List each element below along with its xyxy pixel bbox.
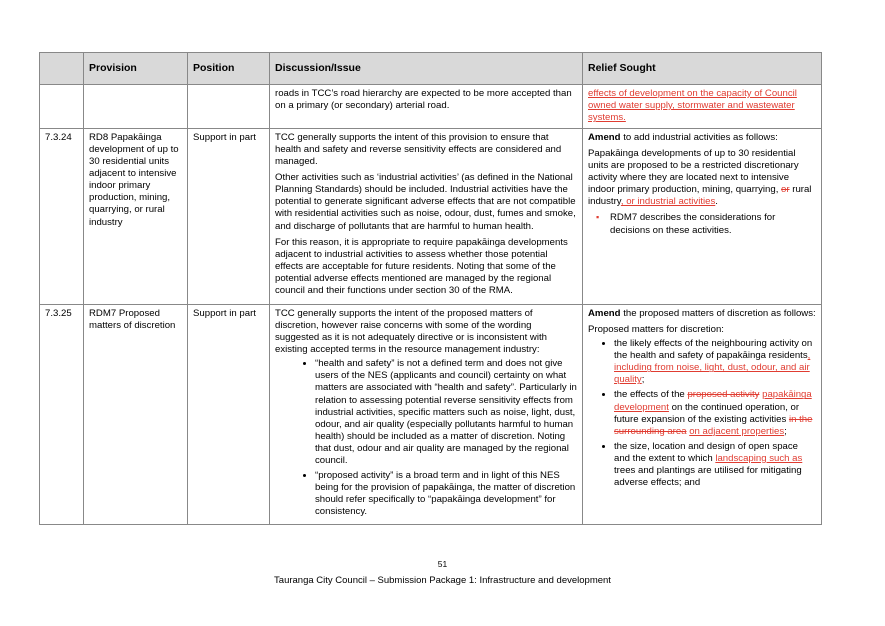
header-row: [40, 53, 822, 85]
provision-cell: RDM7 Proposed matters of discretion: [84, 305, 188, 525]
list-item: • the likely effects of the neighbouring activity on the health and safety of papakāinga residents, including from noise, light, dust, odour, and air quality;: [614, 338, 816, 386]
list-item: • the size, location and design of open space and the extent to which landscaping such as trees and plantings are utilised for mitigating adverse effects; and: [614, 441, 816, 489]
header-relief: Relief Sought: [583, 53, 822, 85]
table-row-7-3-25: [40, 305, 822, 525]
header-discussion: Discussion/Issue: [270, 53, 583, 85]
discussion-cell: roads in TCC’s road hierarchy are expected to be more accepted than on a primary (or secondary) arterial road.: [270, 85, 583, 129]
position-cell: Support in part: [188, 129, 270, 305]
header-position: Position: [188, 53, 270, 85]
list-item: • “proposed activity” is a broad term and in light of this NES being for the provision of papakāinga, the matter of discretion should refer specifically to “papakāinga development” for consistency.: [315, 470, 577, 518]
relief-cell: Amend to add industrial activities as follows: Papakāinga developments of up to 30 residential units are proposed to be a restricted discretionary activity where they are located next to intensive indoor primary production, mining, quarrying, or rural industry, or industrial activities. ▪ RDM7 describes the considerations for decisions on these activities.: [583, 129, 822, 305]
list-item: ▪ RDM7 describes the considerations for decisions on these activities.: [610, 212, 816, 236]
relief-cell: Amend the proposed matters of discretion as follows: Proposed matters for discretion: • the likely effects of the neighbouring activity on the health and safety of papakāinga residents, including from noise, light, dust, odour, and air quality; • the effects of the proposed activity papakāinga development on the continued operation, or future expansion of the existing activities in the surrounding area on adjacent properties; • the size, location and design of open space and the extent to which landscaping such as trees and plantings are utilised for mitigating adverse effects; and: [583, 305, 822, 525]
discussion-cell: TCC generally supports the intent of this provision to ensure that health and safety and reverse sensitivity effects are considered and managed. Other activities such as ‘industrial activities’ (as defined in the National Planning Standards) should be included. Industrial activities have the potential to generate significant adverse effects that are not compatible with residential activities such as noise, odour, dust, fumes and smoke, and discharge of pollutants that are harmful to human health. For this reason, it is appropriate to require papakāinga developments adjacent to industrial activities to assess whether those potential effects are acceptable for future residents. Noting that some of the potential adverse effects mentioned are managed by the regional council and their functions under section 30 of the RMA.: [270, 129, 583, 305]
table-row-continued: [40, 85, 822, 129]
page-number: 51: [437, 559, 448, 569]
provision-number: 7.3.24: [40, 129, 84, 305]
position-cell: Support in part: [188, 305, 270, 525]
submission-table: [39, 52, 822, 525]
header-provision: Provision: [84, 53, 188, 85]
discussion-cell: TCC generally supports the intent of the proposed matters of discretion, however raise concerns with some of the wording suggested as it is not adequately directive or is inconsistent with existing accepted terms in the resource management industry: • “health and safety” is not a defined term and does not give users of the NES (applicants and council) certainty on what matters are associated with “health and safety”. Particularly in relation to assessing potential reverse sensitivity effects from industrial activities, specific matters such as noise, light, dust, odour, and air quality (especially pollutants harmful to human health) should be included as a matter of discretion. Noting that dust, odour and air quality are managed by the regional council. • “proposed activity” is a broad term and in light of this NES being for the provision of papakāinga, the matter of discretion should refer specifically to “papakāinga development” for consistency.: [270, 305, 583, 525]
header-number: [40, 53, 84, 85]
list-item: • the effects of the proposed activity papakāinga development on the continued operation, or future expansion of the existing activities in the surrounding area on adjacent properties;: [614, 389, 816, 437]
relief-cell: effects of development on the capacity of Council owned water supply, stormwater and wastewater systems.: [583, 85, 822, 129]
list-item: • “health and safety” is not a defined term and does not give users of the NES (applicants and council) certainty on what matters are associated with “health and safety”. Particularly in relation to assessing potential reverse sensitivity effects from industrial activities, specific matters such as noise, light, dust, odour, and air quality (especially pollutants harmful to human health) should be included as a matter of discretion. Noting that dust, odour and air quality are managed by the regional council.: [315, 358, 577, 467]
footer-title: Tauranga City Council – Submission Package 1: Infrastructure and development: [274, 575, 611, 586]
provision-number: 7.3.25: [40, 305, 84, 525]
table-row-7-3-24: [40, 129, 822, 305]
provision-cell: RD8 Papakāinga development of up to 30 residential units adjacent to intensive indoor primary production, mining, quarrying, or rural industry: [84, 129, 188, 305]
